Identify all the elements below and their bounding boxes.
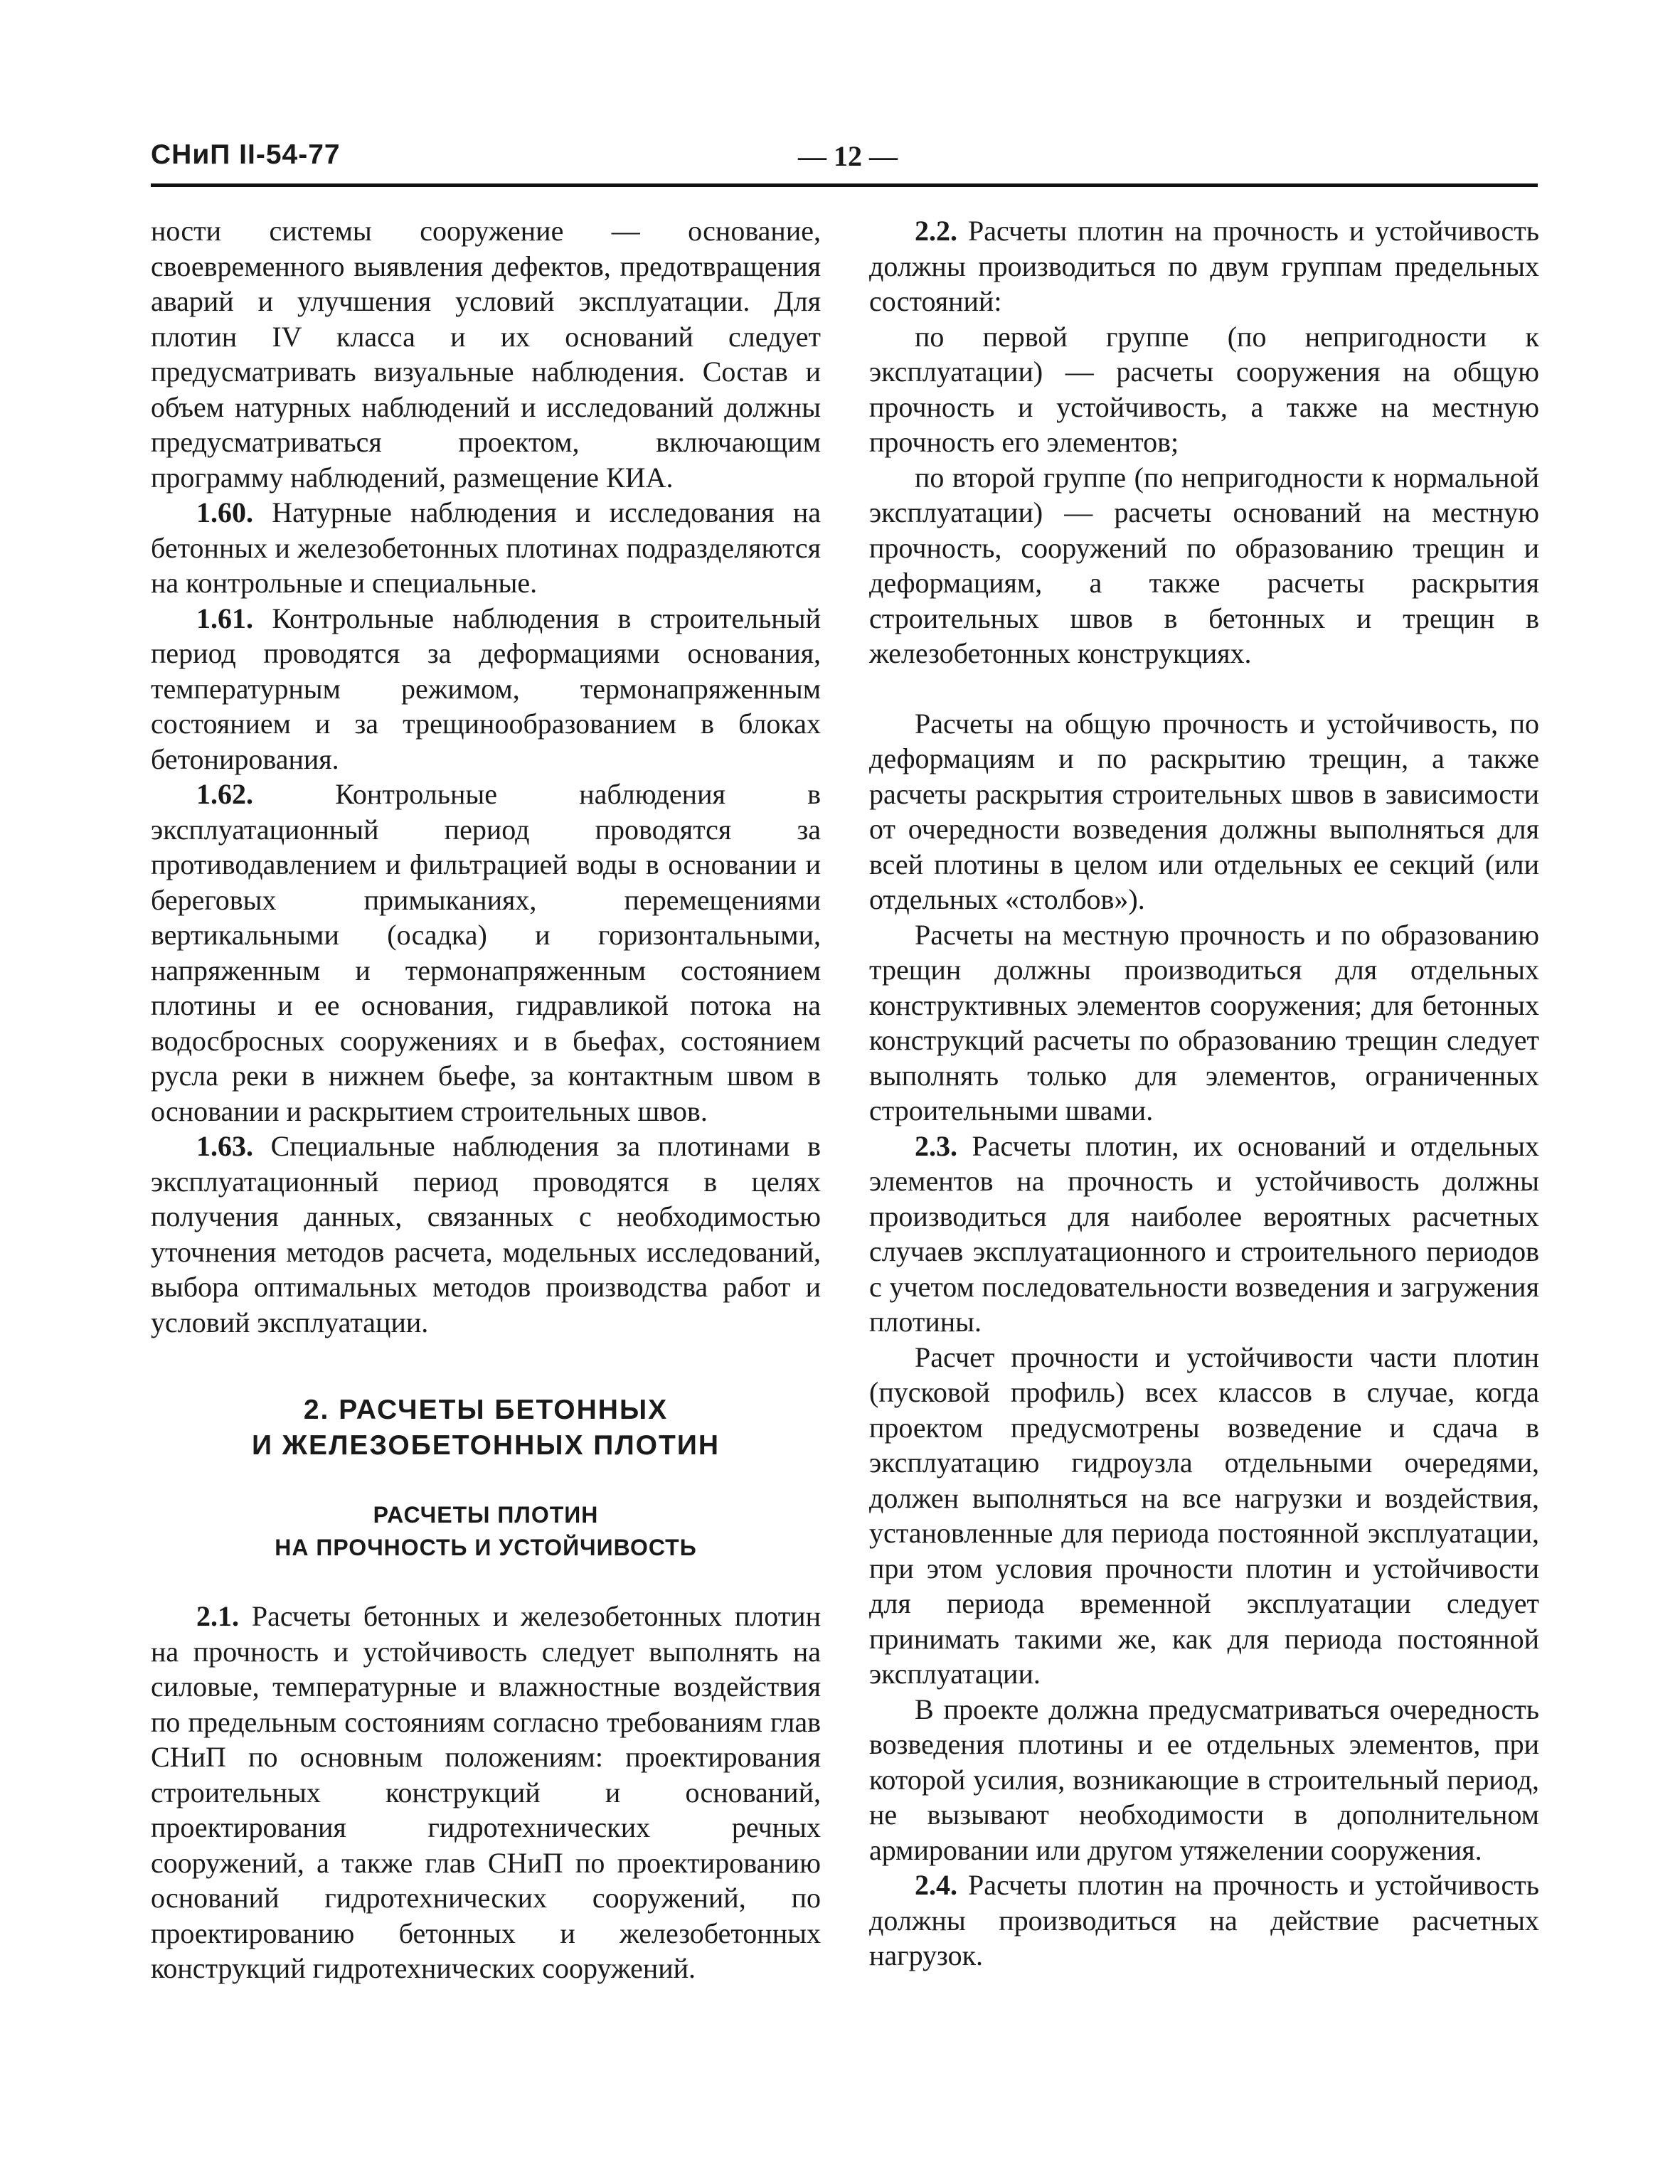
clause-1-61 [151,601,821,777]
spacer [151,1564,821,1599]
subsection-title-line-2: НА ПРОЧНОСТЬ И УСТОЙЧИВОСТЬ [275,1535,697,1560]
right-column [869,213,1539,1973]
document-code: СНиП II-54-77 [151,139,341,170]
spacer [151,1464,821,1498]
first-group-item: по первой группе (по непригодности к эксплуатации) — расчеты сооружения на общую прочность и устойчивость, а также на местную прочность его элементов; [869,320,1539,458]
left-column [151,213,821,1986]
second-group-item: по второй группе (по непригодности к нормальной эксплуатации) — расчеты оснований на местную прочность, сооружений по образованию трещин и деформациям, а также расчеты раскрытия строительных швов в бетонных и трещин в железобетонных конструкциях. [869,461,1539,669]
clause-2-3 [869,1129,1539,1340]
page-number: — 12 — [798,140,898,172]
clause-number: 2.4. [915,1869,957,1901]
paragraph-continuation: ности системы сооружение — основание, своевременного выявления дефектов, предотвращения аварий и улучшения условий эксплуатации. Для плотин IV класса и их оснований следует предусматривать визуальные наблюдения. Состав и объем натурных наблюдений и исследований должны предусматриваться проектом, включающим программу наблюдений, размещение КИА. [151,215,821,494]
clause-text: Специальные наблюдения за плотинами в эксплуатационный период проводятся в целях получения данных, связанных с необходимостью уточнения методов расчета, модельных исследований, выбора оптимальных методов производства работ и условий эксплуатации. [151,1130,821,1338]
clause-number: 1.60. [196,496,253,528]
clause-text: Расчеты плотин на прочность и устойчивость должны производиться на действие расчетных нагрузок. [869,1869,1539,1971]
clause-text: Расчеты бетонных и железобетонных плотин на прочность и устойчивость следует выполнять на силовые, температурные и влажностные воздействия по предельным состояниям согласно требованиям глав СНиП по основным положениям: проектирования строительных конструкций и оснований, проектирования гидротехнических речных сооружений, а также глав СНиП по проектированию оснований гидротехнических сооружений, по проектированию бетонных и железобетонных конструкций гидротехнических сооружений. [151,1600,821,1984]
clause-number: 2.1. [196,1600,239,1632]
paragraph-local-strength: Расчеты на местную прочность и по образованию трещин должны производиться для отдельных конструктивных элементов сооружения; для бетонных конструкций расчеты по образованию трещин следует выполнять только для элементов, ограниченных строительными швами. [869,918,1539,1126]
paragraph-construction-sequence: В проекте должна предусматриваться очередность возведения плотины и ее отдельных элементов, при которой усилия, возникающие в строительный период, не вызывают необходимости в дополнительном армировании или другом утяжелении сооружения. [869,1693,1539,1866]
clause-2-2 [869,213,1539,319]
section-title-line-1: 2. РАСЧЕТЫ БЕТОННЫХ [303,1395,669,1425]
spacer [151,1375,821,1392]
clause-1-62 [151,777,821,1129]
clause-1-63 [151,1129,821,1340]
clause-2-1 [151,1599,821,1986]
clause-text: Контрольные наблюдения в эксплуатационный период проводятся за противодавлением и фильтрацией воды в основании и береговых примыканиях, перемещениями вертикальными (осадка) и горизонтальными, напряженным и термонапряженным состоянием плотины и ее основания, гидравликой потока на водосбросных сооружениях и в бьефах, состоянием русла реки в нижнем бьефе, за контактным швом в основании и раскрытием строительных швов. [151,778,821,1127]
clause-text: Расчеты плотин, их оснований и отдельных элементов на прочность и устойчивость должны производиться для наиболее вероятных расчетных случаев эксплуатационного и строительного периодов с учетом последовательности возведения и загружения плотины. [869,1129,1539,1338]
spacer [151,1340,821,1375]
clause-number: 2.2. [915,215,957,247]
clause-number: 1.62. [196,778,253,810]
spacer [869,671,1539,706]
clause-text: Натурные наблюдения и исследования на бетонных и железобетонных плотинах подразделяются на контрольные и специальные. [151,496,821,599]
page-header [151,139,1538,183]
paragraph-general-strength: Расчеты на общую прочность и устойчивость, по деформациям и по раскрытию трещин, а также расчеты раскрытия строительных швов в зависимости от очередности возведения должны выполняться для всей плотины в целом или отдельных ее секций (или отдельных «столбов»). [869,707,1539,915]
clause-text: Расчеты плотин на прочность и устойчивость должны производиться по двум группам предельных состояний: [869,215,1539,317]
clause-number: 2.3. [915,1129,957,1162]
clause-number: 1.63. [196,1130,253,1162]
clause-text: Контрольные наблюдения в строительный период проводятся за деформациями основания, температурным режимом, термонапряженным состоянием и за трещинообразованием в блоках бетонирования. [151,602,821,775]
clause-2-4 [869,1868,1539,1973]
header-rule [151,183,1538,187]
subsection-title-line-1: РАСЧЕТЫ ПЛОТИН [373,1502,599,1528]
section-title-line-2: И ЖЕЛЕЗОБЕТОННЫХ ПЛОТИН [251,1430,721,1461]
paragraph-partial-profile: Расчет прочности и устойчивости части плотин (пусковой профиль) всех классов в случае, когда проектом предусмотрены возведение и сдача в эксплуатацию гидроузла отдельными очередями, должен выполняться на все нагрузки и воздействия, установленные для периода постоянной эксплуатации, при этом условия прочности плотин и устойчивости для периода временной эксплуатации следует принимать такими же, как для периода постоянной эксплуатации. [869,1341,1539,1690]
clause-1-60 [151,495,821,601]
clause-number: 1.61. [196,602,253,634]
